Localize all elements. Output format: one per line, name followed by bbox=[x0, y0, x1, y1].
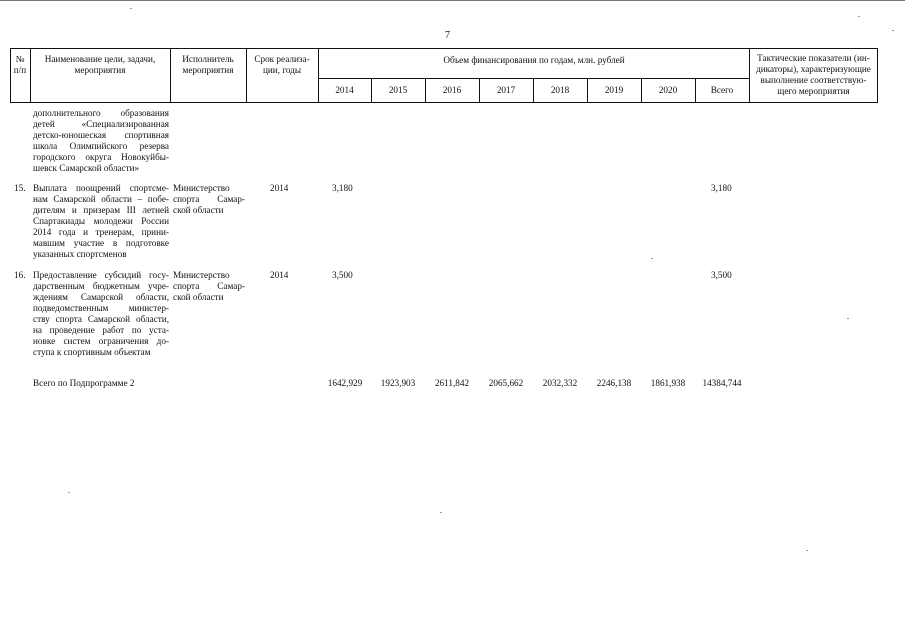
header-name: Наименование цели, задачи, мероприятия bbox=[44, 54, 156, 75]
year-2014: 2014 bbox=[335, 85, 354, 95]
year-total: Всего bbox=[710, 85, 734, 95]
scan-edge-line bbox=[0, 0, 905, 1]
row-value-total: 3,180 bbox=[711, 183, 732, 193]
continuation-name: дополнительного образования детей «Специализированная детско-юношеская спортивная школа Олимпийского резерва городского округа Новокуйбы- шевск Самарской области» bbox=[33, 108, 169, 173]
year-2016: 2016 bbox=[442, 85, 462, 95]
row-executor: Министерство спорта Самар- ской области bbox=[173, 183, 245, 215]
total-2016: 2611,842 bbox=[434, 378, 470, 388]
page-number: 7 bbox=[445, 30, 450, 41]
year-2015: 2015 bbox=[388, 85, 408, 95]
total-2018: 2032,332 bbox=[542, 378, 578, 388]
header-funding: Объем финансирования по годам, млн. рублей bbox=[443, 55, 625, 65]
row-number: 16. bbox=[14, 270, 26, 280]
header-num: № п/п bbox=[13, 54, 27, 75]
total-2017: 2065,662 bbox=[488, 378, 524, 388]
row-executor: Министерство спорта Самар- ской области bbox=[173, 270, 245, 302]
total-2019: 2246,138 bbox=[596, 378, 632, 388]
total-2015: 1923,903 bbox=[380, 378, 416, 388]
scan-speck bbox=[130, 8, 132, 9]
scan-speck bbox=[892, 30, 894, 31]
scan-speck bbox=[440, 512, 442, 513]
year-2019: 2019 bbox=[604, 85, 624, 95]
scan-speck bbox=[651, 258, 653, 259]
year-2020: 2020 bbox=[658, 85, 678, 95]
totals-label: Всего по Подпрограмме 2 bbox=[33, 378, 135, 388]
scan-speck bbox=[847, 318, 849, 319]
year-2018: 2018 bbox=[550, 85, 570, 95]
row-value-total: 3,500 bbox=[711, 270, 732, 280]
row-number: 15. bbox=[14, 183, 26, 193]
total-2014: 1642,929 bbox=[327, 378, 363, 388]
row-value-2014: 3,180 bbox=[332, 183, 353, 193]
header-term: Срок реализа- ции, годы bbox=[254, 54, 310, 75]
total-2020: 1861,938 bbox=[650, 378, 686, 388]
scan-speck bbox=[68, 492, 70, 493]
header-executor: Исполнитель мероприятия bbox=[182, 54, 234, 75]
row-term: 2014 bbox=[270, 183, 289, 193]
total-all: 14384,744 bbox=[702, 378, 742, 388]
row-name: Предоставление субсидий госу- дарственным бюджетным учре- ждениям Самарской области, подведомственным министер- ству спорта Самарской области, на проведение работ по уста- новке систем ограничения до- ступа к спортивным объектам bbox=[33, 270, 169, 357]
header-indicators: Тактические показатели (ин- дикаторы), характеризующие выполнение соответствую- щего мероприятия bbox=[756, 53, 871, 96]
scan-speck bbox=[858, 16, 860, 17]
scan-speck bbox=[806, 550, 808, 551]
year-2017: 2017 bbox=[496, 85, 516, 95]
row-value-2014: 3,500 bbox=[332, 270, 353, 280]
row-name: Выплата поощрений спортсме- нам Самарской области – побе- дителям и призерам III летней Спартакиады молодежи России 2014 года и тренерам, прини- мавшим участие в подготовке указанных спортсменов bbox=[33, 183, 169, 259]
row-term: 2014 bbox=[270, 270, 289, 280]
